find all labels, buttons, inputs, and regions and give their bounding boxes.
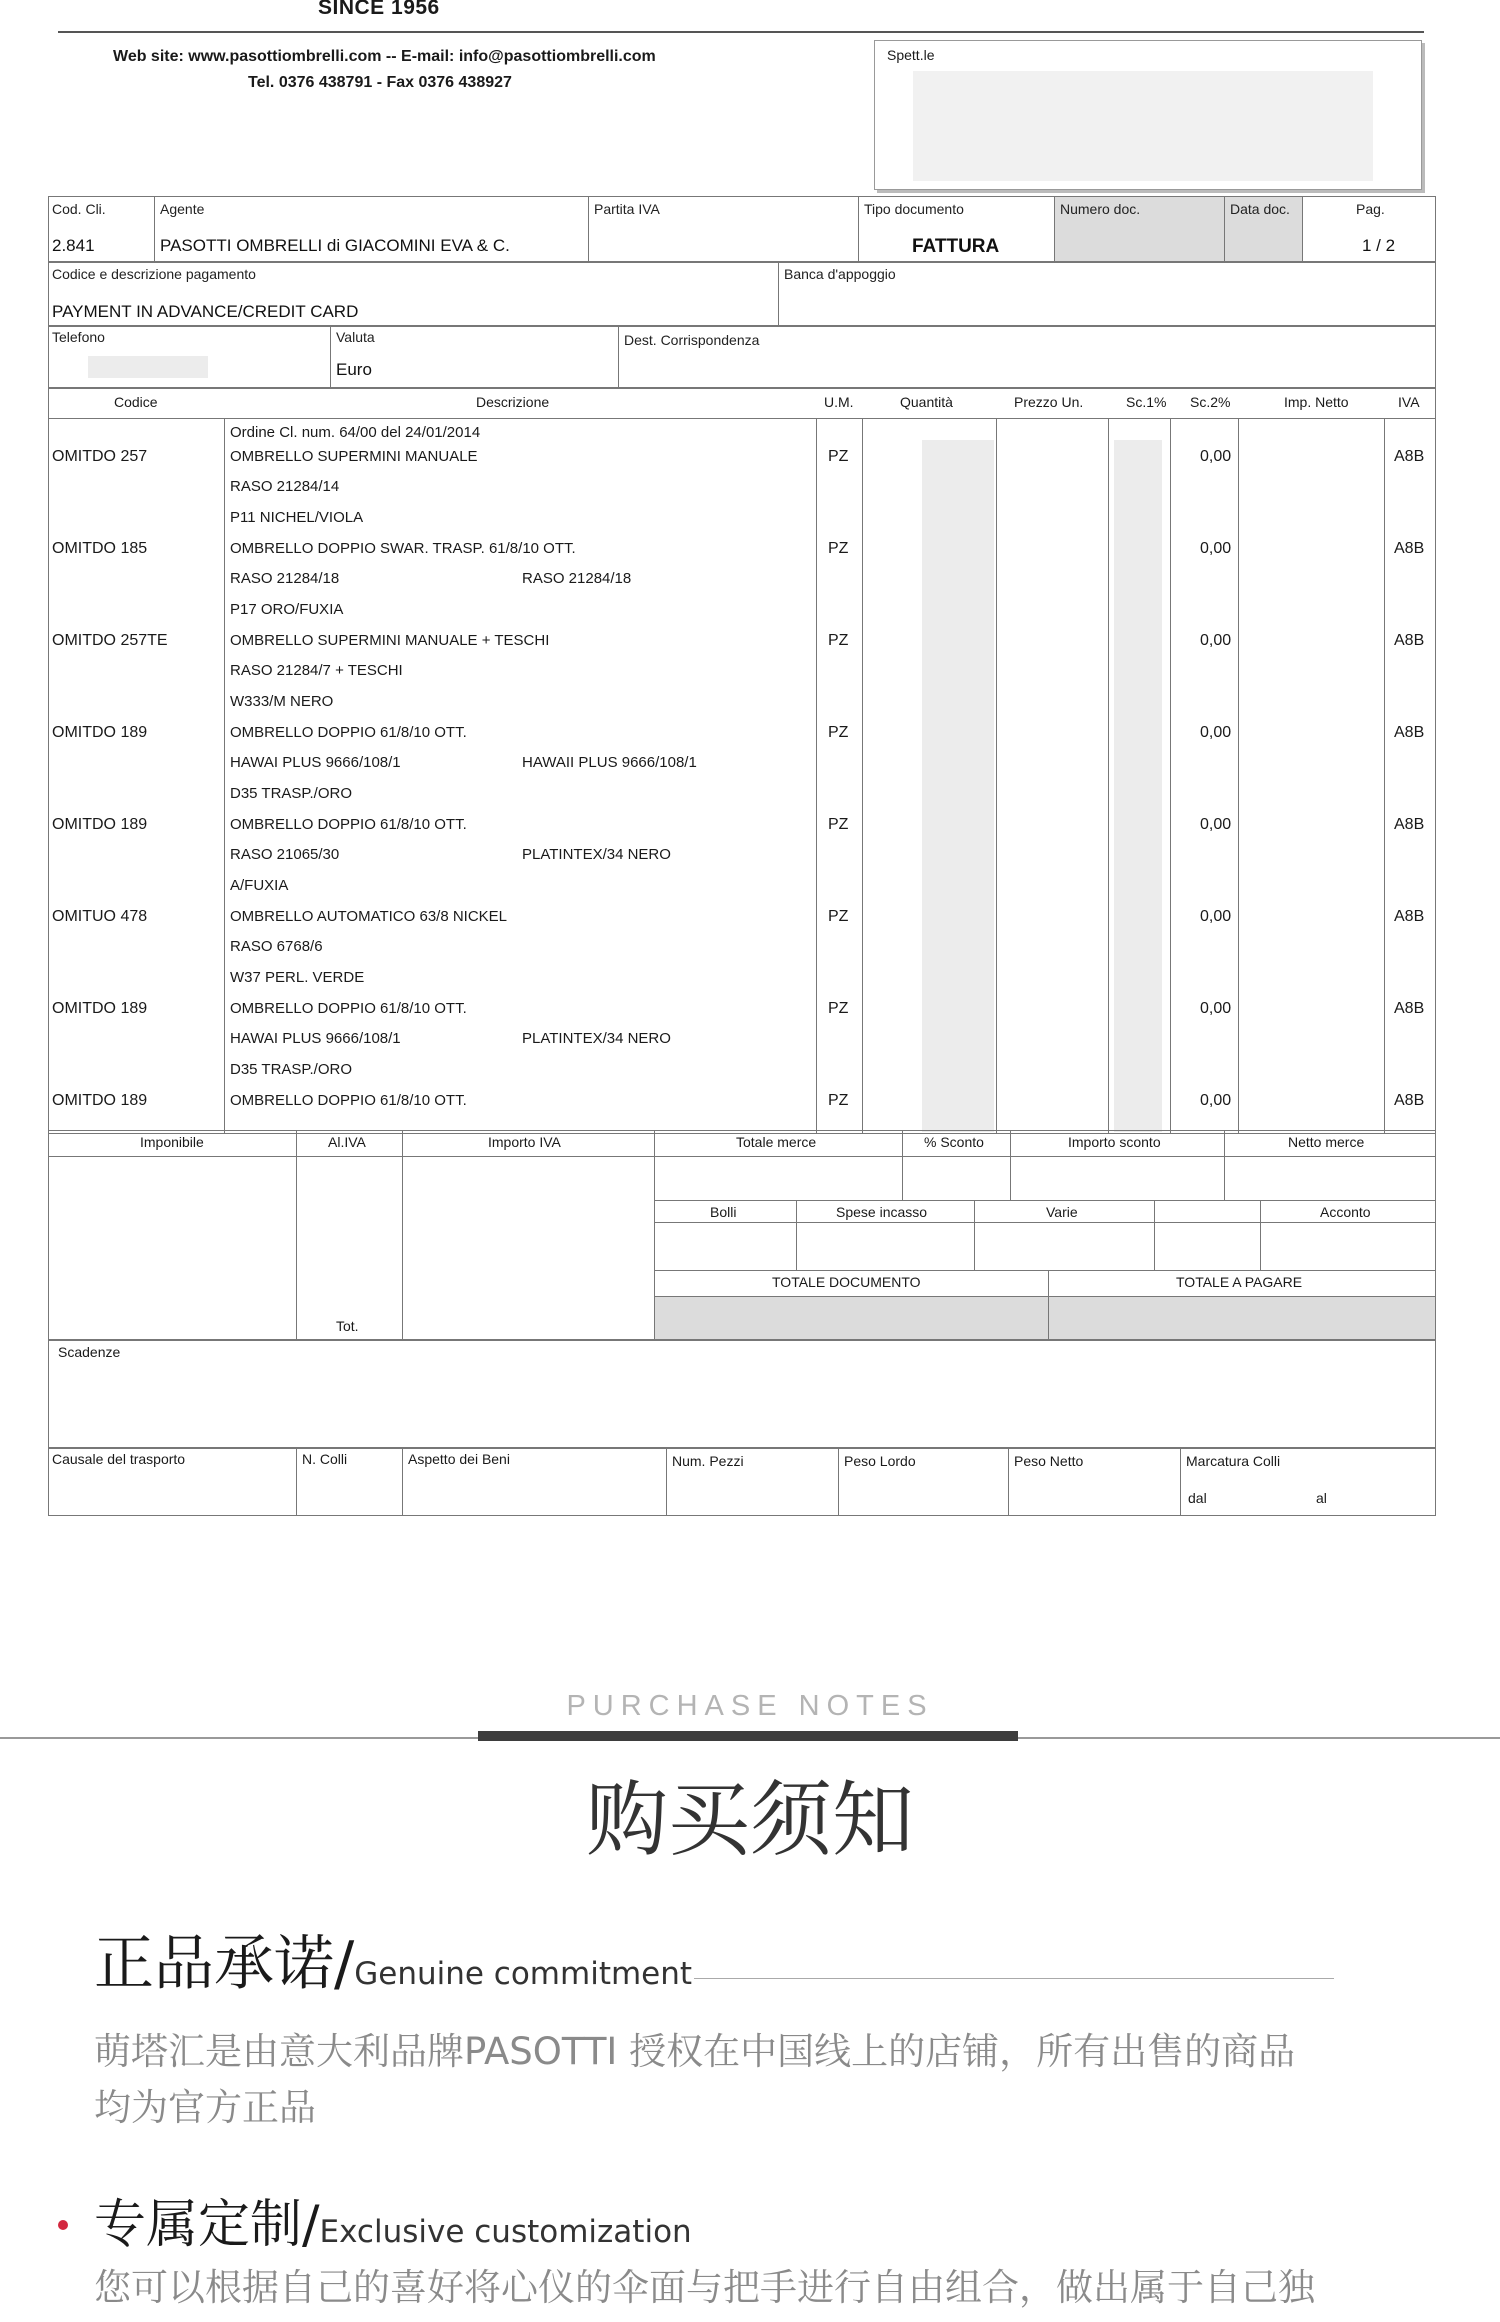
purchase-notes-title: 购买须知 bbox=[585, 1773, 914, 1868]
th-imp-netto: Imp. Netto bbox=[1284, 394, 1349, 410]
row-desc-2: RASO 6768/6 bbox=[230, 938, 323, 955]
genuine-heading-en: Genuine commitment bbox=[354, 1956, 693, 1992]
cod-cli-label: Cod. Cli. bbox=[52, 201, 106, 217]
row-um: PZ bbox=[828, 632, 849, 649]
pagamento-label: Codice e descrizione pagamento bbox=[52, 266, 256, 282]
data-doc-label: Data doc. bbox=[1230, 201, 1290, 217]
contact-block bbox=[113, 44, 656, 96]
row-desc-3: P17 ORO/FUXIA bbox=[230, 601, 344, 618]
aliva-label: Al.IVA bbox=[328, 1134, 366, 1150]
row-code: OMITUO 478 bbox=[52, 908, 148, 925]
row-um: PZ bbox=[828, 908, 849, 925]
genuine-body-line-2: 均为官方正品 bbox=[94, 2086, 316, 2129]
th-codice: Codice bbox=[114, 394, 158, 410]
row-sc2: 0,00 bbox=[1200, 540, 1232, 557]
row-desc-1: OMBRELLO DOPPIO SWAR. TRASP. 61/8/10 OTT. bbox=[230, 540, 576, 557]
dal-label: dal bbox=[1188, 1490, 1207, 1506]
th-iva: IVA bbox=[1398, 394, 1420, 410]
pag-label: Pag. bbox=[1356, 201, 1385, 217]
row-desc-1: OMBRELLO DOPPIO 61/8/10 OTT. bbox=[230, 816, 467, 833]
recipient-redacted bbox=[913, 71, 1373, 181]
row-iva: A8B bbox=[1394, 816, 1425, 833]
th-sc2: Sc.2% bbox=[1190, 394, 1231, 410]
tipo-doc-label: Tipo documento bbox=[864, 201, 964, 217]
acconto-label: Acconto bbox=[1320, 1204, 1371, 1220]
marcatura-label: Marcatura Colli bbox=[1186, 1453, 1281, 1469]
dest-label: Dest. Corrispondenza bbox=[624, 332, 760, 348]
scadenze-box bbox=[48, 1340, 1436, 1448]
totale-pagare-label: TOTALE A PAGARE bbox=[1176, 1274, 1303, 1290]
row-iva: A8B bbox=[1394, 908, 1425, 925]
row-desc-2b: PLATINTEX/34 NERO bbox=[522, 1030, 671, 1047]
sc1-redacted bbox=[1114, 440, 1162, 1132]
row-sc2: 0,00 bbox=[1200, 1000, 1232, 1017]
row-um: PZ bbox=[828, 448, 849, 465]
row-desc-2: RASO 21065/30 bbox=[230, 846, 340, 863]
row-sc2: 0,00 bbox=[1200, 816, 1232, 833]
row-code: OMITDO 257TE bbox=[52, 632, 168, 649]
importo-iva-label: Importo IVA bbox=[488, 1134, 561, 1150]
bolli-label: Bolli bbox=[710, 1204, 737, 1220]
row-um: PZ bbox=[828, 816, 849, 833]
cod-cli-value: 2.841 bbox=[52, 236, 95, 255]
row-code: OMITDO 189 bbox=[52, 1092, 148, 1109]
row-desc-1: OMBRELLO AUTOMATICO 63/8 NICKEL bbox=[230, 908, 508, 925]
row-desc-2b: HAWAII PLUS 9666/108/1 bbox=[522, 754, 697, 771]
causale-label: Causale del trasporto bbox=[52, 1451, 186, 1467]
row-desc-3: A/FUXIA bbox=[230, 877, 289, 894]
row-sc2: 0,00 bbox=[1200, 1092, 1232, 1109]
invoice-document bbox=[48, 0, 1436, 1520]
totale-shade bbox=[655, 1297, 1435, 1339]
row-code: OMITDO 257 bbox=[52, 448, 148, 465]
row-iva: A8B bbox=[1394, 632, 1425, 649]
row-desc-1: OMBRELLO DOPPIO 61/8/10 OTT. bbox=[230, 1092, 467, 1109]
peso-lordo-label: Peso Lordo bbox=[844, 1453, 916, 1469]
row-desc-1: OMBRELLO DOPPIO 61/8/10 OTT. bbox=[230, 1000, 467, 1017]
th-sc1: Sc.1% bbox=[1126, 394, 1167, 410]
imponibile-label: Imponibile bbox=[140, 1134, 204, 1150]
row-sc2: 0,00 bbox=[1200, 908, 1232, 925]
header-rule bbox=[58, 31, 1424, 33]
row-iva: A8B bbox=[1394, 1092, 1425, 1109]
purchase-notes-subtitle: PURCHASE NOTES bbox=[566, 1690, 934, 1722]
row-desc-2b: RASO 21284/18 bbox=[522, 570, 632, 587]
row-um: PZ bbox=[828, 724, 849, 741]
row-code: OMITDO 185 bbox=[52, 540, 148, 557]
partita-iva-label: Partita IVA bbox=[594, 201, 660, 217]
valuta-label: Valuta bbox=[336, 329, 375, 345]
th-descrizione: Descrizione bbox=[476, 394, 550, 410]
genuine-heading bbox=[94, 1916, 692, 2002]
numero-doc-label: Numero doc. bbox=[1060, 201, 1141, 217]
row-um: PZ bbox=[828, 540, 849, 557]
peso-netto-label: Peso Netto bbox=[1014, 1453, 1084, 1469]
al-label: al bbox=[1316, 1490, 1327, 1506]
row-sc2: 0,00 bbox=[1200, 632, 1232, 649]
n-colli-label: N. Colli bbox=[302, 1451, 348, 1467]
customization-body-line-1: 您可以根据自己的喜好将心仪的伞面与把手进行自由组合，做出属于自己独 bbox=[94, 2266, 1315, 2309]
order-ref: Ordine Cl. num. 64/00 del 24/01/2014 bbox=[230, 424, 481, 441]
row-iva: A8B bbox=[1394, 540, 1425, 557]
row-desc-3: W37 PERL. VERDE bbox=[230, 969, 365, 986]
row-desc-2b: PLATINTEX/34 NERO bbox=[522, 846, 671, 863]
section-divider-accent bbox=[478, 1731, 1018, 1741]
row-um: PZ bbox=[828, 1000, 849, 1017]
row-desc-3: D35 TRASP./ORO bbox=[230, 785, 352, 802]
row-sc2: 0,00 bbox=[1200, 724, 1232, 741]
row-sc2: 0,00 bbox=[1200, 448, 1232, 465]
valuta-value: Euro bbox=[336, 360, 372, 379]
genuine-body bbox=[94, 2024, 1434, 2136]
row-desc-3: D35 TRASP./ORO bbox=[230, 1061, 352, 1078]
customization-body bbox=[94, 2260, 1494, 2316]
row-desc-3: P11 NICHEL/VIOLA bbox=[230, 509, 364, 526]
row-desc-2: HAWAI PLUS 9666/108/1 bbox=[230, 1030, 401, 1047]
spese-incasso-label: Spese incasso bbox=[836, 1204, 928, 1220]
row-desc-1: OMBRELLO DOPPIO 61/8/10 OTT. bbox=[230, 724, 467, 741]
telefono-label: Telefono bbox=[52, 329, 105, 345]
row-iva: A8B bbox=[1394, 448, 1425, 465]
since-label: SINCE 1956 bbox=[318, 0, 440, 19]
importo-sconto-label: Importo sconto bbox=[1068, 1134, 1161, 1150]
sconto-label: % Sconto bbox=[924, 1134, 984, 1150]
row-desc-1: OMBRELLO SUPERMINI MANUALE bbox=[230, 448, 478, 465]
telefono-redacted bbox=[88, 356, 208, 378]
genuine-heading-cn: 正品承诺/ bbox=[94, 1929, 355, 1999]
pagamento-value: PAYMENT IN ADVANCE/CREDIT CARD bbox=[52, 302, 359, 321]
row-code: OMITDO 189 bbox=[52, 816, 148, 833]
row-code: OMITDO 189 bbox=[52, 1000, 148, 1017]
scadenze-label: Scadenze bbox=[58, 1344, 121, 1360]
tipo-doc-value: FATTURA bbox=[912, 236, 1000, 257]
genuine-heading-rule bbox=[694, 1978, 1334, 1979]
customization-heading bbox=[94, 2182, 692, 2257]
customization-heading-cn: 专属定制/ bbox=[94, 2195, 320, 2255]
banca-label: Banca d'appoggio bbox=[784, 266, 896, 282]
agente-label: Agente bbox=[160, 201, 205, 217]
num-pezzi-label: Num. Pezzi bbox=[672, 1453, 744, 1469]
contact-line-2: Tel. 0376 438791 - Fax 0376 438927 bbox=[248, 74, 512, 91]
row-code: OMITDO 189 bbox=[52, 724, 148, 741]
row-desc-2: RASO 21284/7 + TESCHI bbox=[230, 662, 403, 679]
row-desc-1: OMBRELLO SUPERMINI MANUALE + TESCHI bbox=[230, 632, 550, 649]
row-desc-2: HAWAI PLUS 9666/108/1 bbox=[230, 754, 401, 771]
row-desc-2: RASO 21284/18 bbox=[230, 570, 340, 587]
bullet-dot bbox=[58, 2220, 68, 2230]
netto-merce-label: Netto merce bbox=[1288, 1134, 1365, 1150]
row-desc-3: W333/M NERO bbox=[230, 693, 334, 710]
row-iva: A8B bbox=[1394, 1000, 1425, 1017]
row-desc-2: RASO 21284/14 bbox=[230, 478, 340, 495]
th-prezzo: Prezzo Un. bbox=[1014, 394, 1084, 410]
spett-label: Spett.le bbox=[887, 47, 935, 63]
contact-line-1: Web site: www.pasottiombrelli.com -- E-mail: info@pasottiombrelli.com bbox=[113, 48, 656, 65]
agente-value: PASOTTI OMBRELLI di GIACOMINI EVA & C. bbox=[160, 236, 510, 255]
totale-documento-label: TOTALE DOCUMENTO bbox=[772, 1274, 921, 1290]
row-iva: A8B bbox=[1394, 724, 1425, 741]
tot-label: Tot. bbox=[336, 1318, 359, 1334]
row-um: PZ bbox=[828, 1092, 849, 1109]
varie-label: Varie bbox=[1046, 1204, 1078, 1220]
aspetto-label: Aspetto dei Beni bbox=[408, 1451, 510, 1467]
quantita-redacted bbox=[922, 440, 994, 1132]
totale-merce-label: Totale merce bbox=[736, 1134, 817, 1150]
customization-heading-en: Exclusive customization bbox=[319, 2214, 692, 2250]
th-um: U.M. bbox=[824, 394, 854, 410]
th-quantita: Quantità bbox=[900, 394, 953, 410]
genuine-body-line-1: 萌塔汇是由意大利品牌PASOTTI 授权在中国线上的店铺，所有出售的商品 bbox=[94, 2030, 1296, 2073]
pag-value: 1 / 2 bbox=[1362, 236, 1396, 255]
recipient-box bbox=[874, 40, 1422, 190]
